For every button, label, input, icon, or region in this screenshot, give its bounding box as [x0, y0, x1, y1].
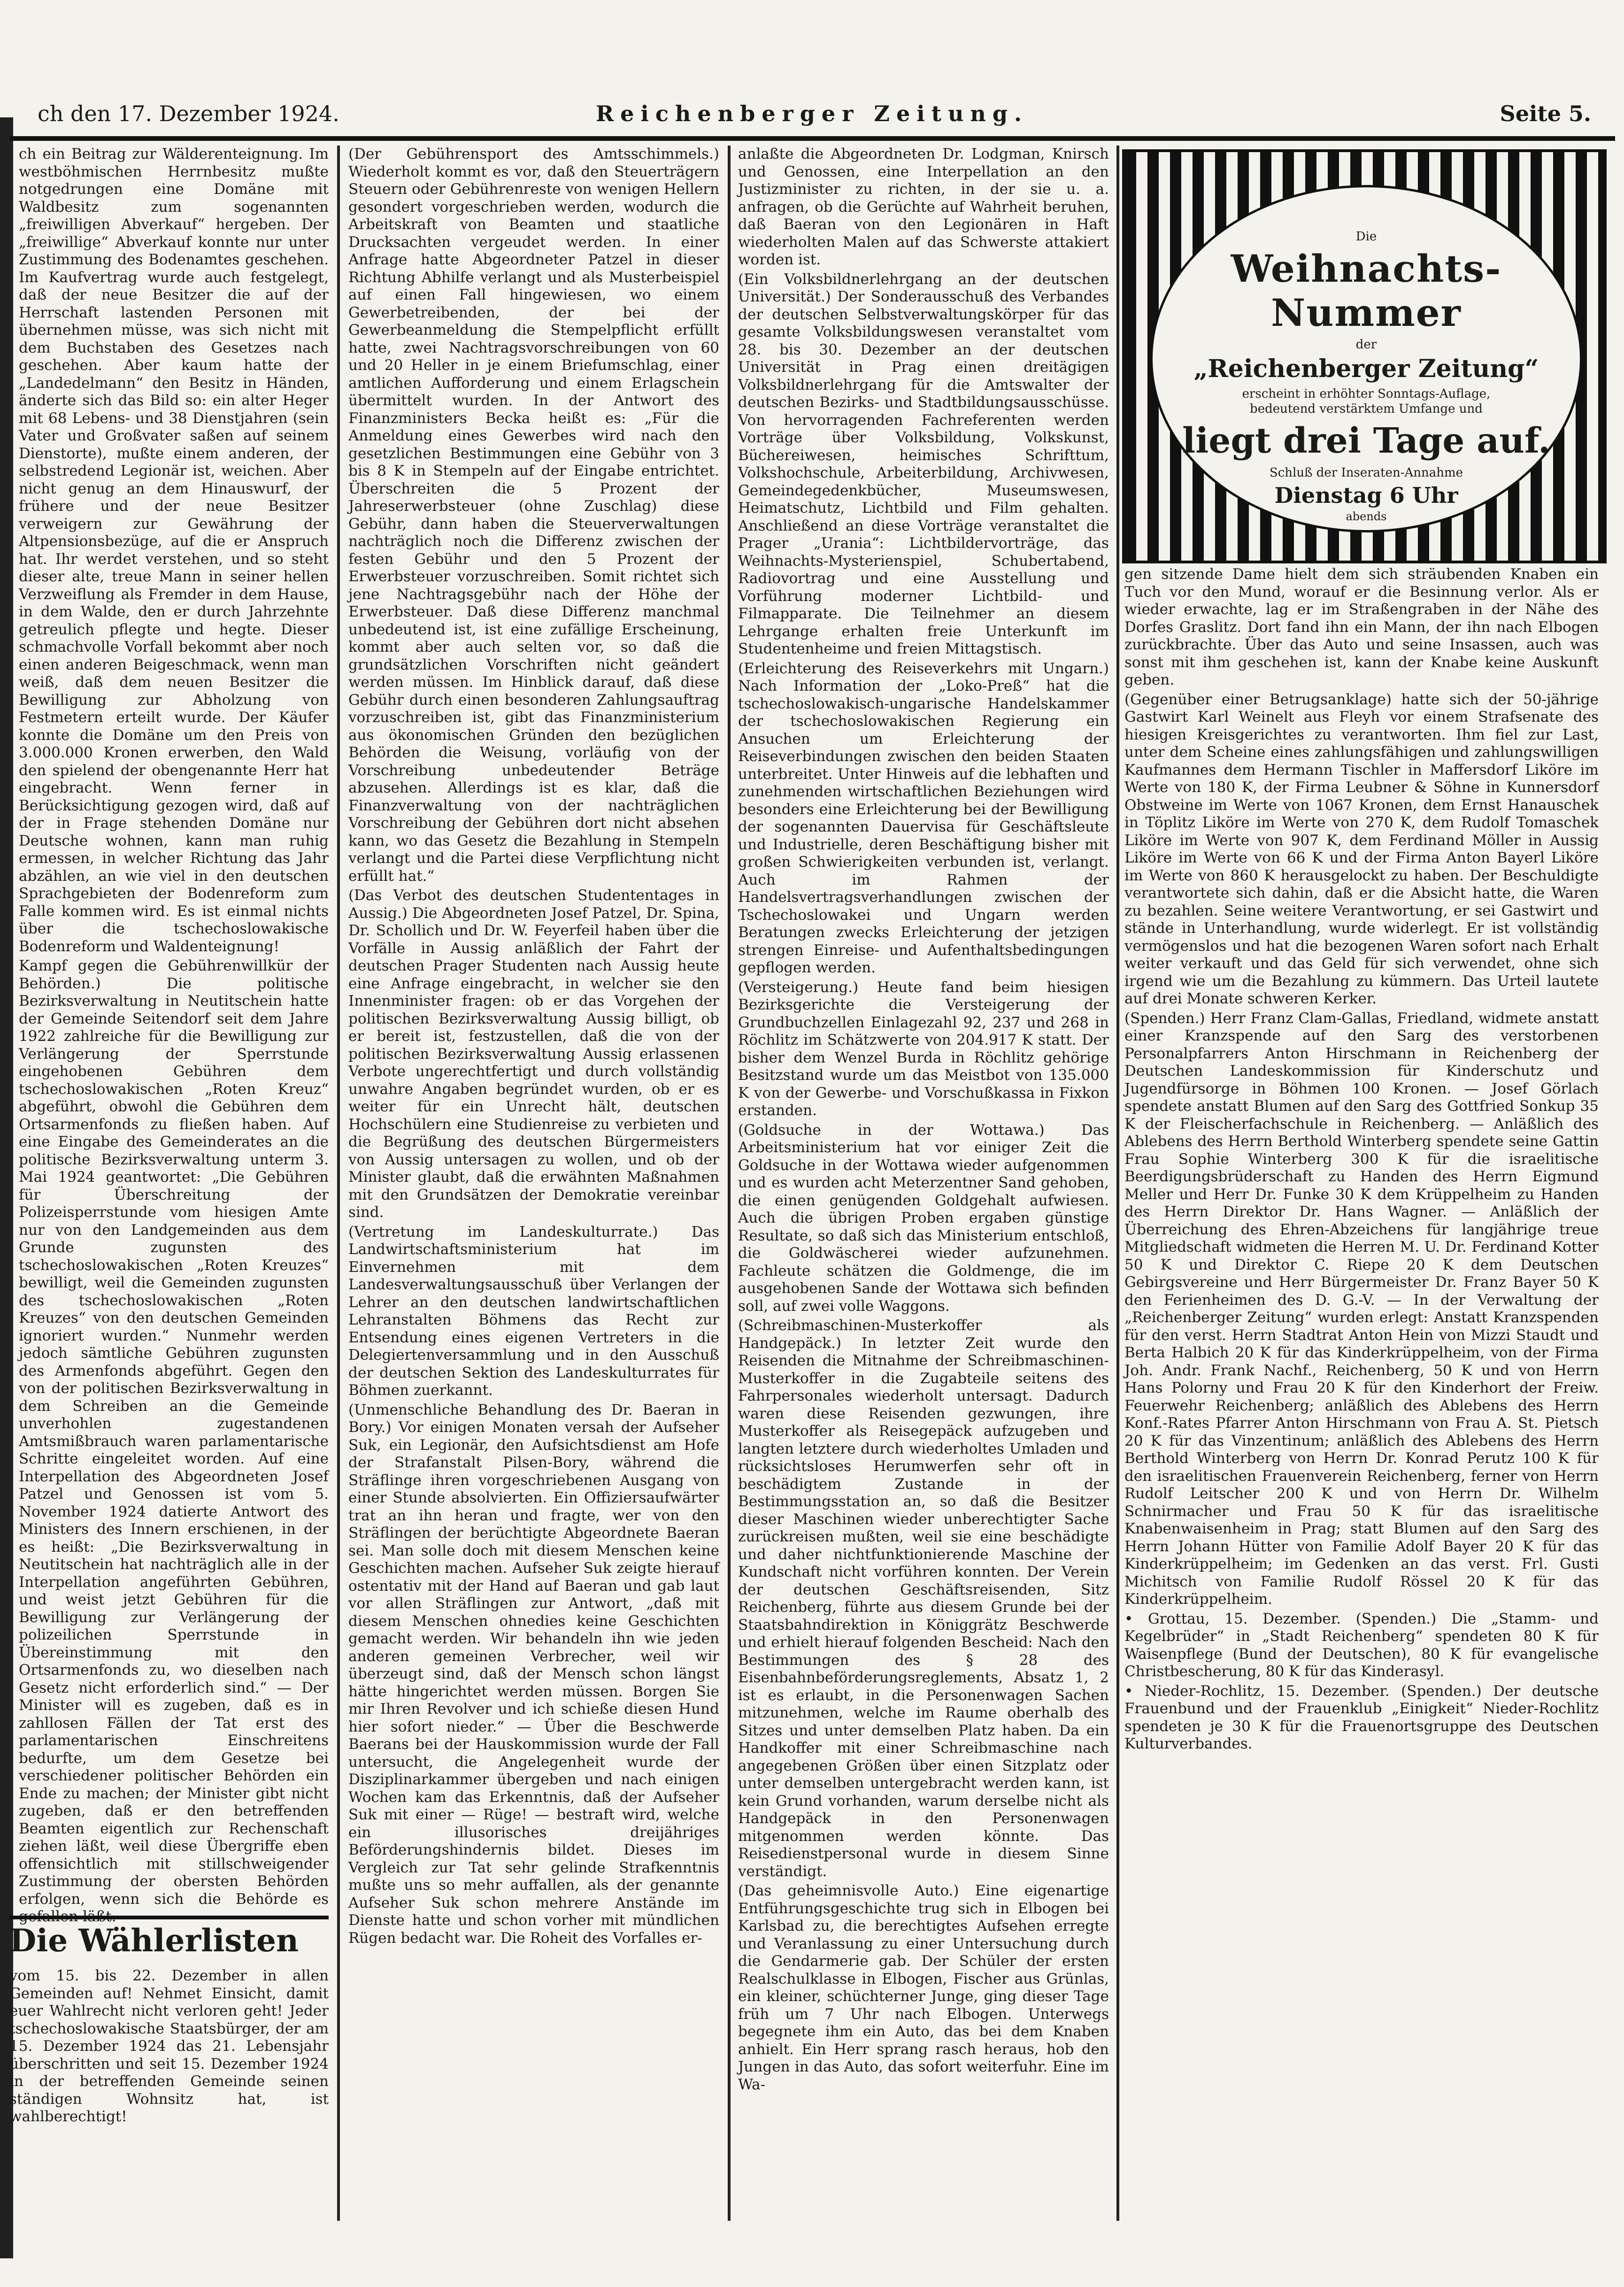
header-page-number: Seite 5.: [1500, 101, 1591, 126]
article-paragraph: gen sitzende Dame hielt dem sich sträubenden Knaben ein Tuch vor den Mund, worauf er die Besinnung verlor. Als er wieder erwachte, lag er im Straßengraben in der Nähe des Dorfes Graslitz. Dort fand ihn ein Mann, der ihn nach Elbogen zurückbrachte. Über das Auto und seine Insassen, auch was sonst mit ihm geschehen ist, kann der Knabe keine Auskunft geben.: [1124, 566, 1599, 688]
advert-paper-name: „Reichenberger Zeitung“: [1193, 354, 1539, 383]
article-paragraph: • Grottau, 15. Dezember. (Spenden.) Die „Stamm- und Kegelbrüder“ in „Stadt Reichenberg“ spendeten 80 K für Waisenpflege (Bund der Deutschen), 80 K für evangelische Christbescherung, 80 K für das Kinderasyl.: [1124, 1610, 1599, 1680]
column-1: [19, 146, 329, 1925]
article-paragraph: (Der Gebührensport des Amtsschimmels.) Wiederholt kommt es vor, daß den Steuerträgern Steuern oder Gebührenreste von wenigen Hellern gesondert vorgeschrieben werden, wodurch die Arbeitskraft von Beamten und staatliche Drucksachten vergeudet werden. In einer Anfrage hatte Abgeordneter Patzel in dieser Richtung Abhilfe verlangt und als Musterbeispiel auf einen Fall hingewiesen, wo einem Gewerbetreibenden, der bei der Gewerbeanmeldung die Stempelpflicht erfüllt hatte, zwei Nachtragsvorschreibungen von 60 und 20 Heller in je einem Briefumschlag, einer amtlichen Aufforderung und einem Erlagschein übermittelt wurden. In der Antwort des Finanzministers Becka heißt es: „Für die Anmeldung eines Gewerbes wird nach den gesetzlichen Bestimmungen eine Gebühr von 3 bis 8 K in Stempeln auf der Eingabe entrichtet. Überschreiten die 5 Prozent der Jahreserwerbsteuer (ohne Zuschlag) diese Gebühr, dann haben die Steuerverwaltungen nachträglich noch die Differenz zwischen der festen Gebühr und den 5 Prozent der Erwerbsteuer vorzuschreiben. Somit richtet sich jene Nachtragsgebühr nach der Höhe der Erwerbsteuer. Daß diese Differenz manchmal unbedeutend ist, ist eine zufällige Erscheinung, kommt aber auch selten vor, so daß die grundsätzlichen Vorschriften nicht geändert werden müssen. Im Hinblick darauf, daß diese Gebühr durch einen besonderen Zahlungsauftrag vorzuschreiben ist, gibt das Finanzministerium aus ökonomischen Gründen den bezüglichen Behörden die Weisung, vorläufig von der Vorschreibung unbedeutender Beträge abzusehen. Allerdings ist es klar, daß die Finanzverwaltung von der nachträglichen Vorschreibung der Gebühren dort nicht absehen kann, wo das Gesetz die Bezahlung in Stempeln verlangt und die Partei diese Verpflichtung nicht erfüllt hat.“: [348, 146, 719, 885]
advert-line: Schluß der Inseraten-Annahme: [1269, 466, 1463, 480]
article-paragraph: (Schreibmaschinen-Musterkoffer als Handgepäck.) In letzter Zeit wurde den Reisenden die Mitnahme der Schreibmaschinen-Musterkoffer in die Zugabteile seitens des Fahrpersonales wiederholt untersagt. Dadurch waren diese Reisenden gezwungen, ihre Musterkoffer als Reisegepäck aufzugeben und langten letztere durch wiederholtes Umladen und rücksichtsloses Herumwerfen sehr oft in beschädigtem Zustande in der Bestimmungsstation an, so daß die Besitzer dieser Maschinen wieder unberechtigter Sache zurückreisen mußten, weil sie eine beschädigte und daher nichtfunktionierende Maschine der Kundschaft nicht vorführen konnten. Der Verein der deutschen Geschäftsreisenden, Sitz Reichenberg, führte aus diesem Grunde bei der Staatsbahndirektion in Königgrätz Beschwerde und erhielt hierauf folgenden Bescheid: Nach den Bestimmungen des § 28 des Eisenbahnbeförderungsreglements, Absatz 1, 2 ist es erlaubt, in die Personenwagen Sachen mitzunehmen, welche im Raume oberhalb des Sitzes und unter demselben Platz haben. Da ein Handkoffer mit einer Schreibmaschine nach angegebenen Größen über einen Sitzplatz oder unter demselben untergebracht werden kann, ist kein Grund vorhanden, warum derselbe nicht als Handgepäck in den Personenwagen mitgenommen werden könnte. Das Reisedienstpersonal wurde in diesem Sinne verständigt.: [738, 1317, 1109, 1880]
article-paragraph: Kampf gegen die Gebührenwillkür der Behörden.) Die politische Bezirksverwaltung in Neutitschein hatte der Gemeinde Seitendorf seit dem Jahre 1922 zahlreiche für die Bewilligung zur Verlängerung der Sperrstunde eingehobenen Gebühren dem tschechoslowakischen „Roten Kreuz“ abgeführt, obwohl die Gebühren dem Ortsarmenfonds zu fließen haben. Auf eine Eingabe des Gemeinderates an die politische Bezirksverwaltung unterm 3. Mai 1924 geantwortet: „Die Gebühren für Überschreitung der Polizeisperrstunde vom hiesigen Amte nur von den Landgemeinden aus dem Grunde zugunsten des tschechoslowakischen „Roten Kreuzes“ bewilligt, weil die Gemeinden zugunsten des tschechoslowakischen „Roten Kreuzes“ von den deutschen Gemeinden ignoriert wurden.“ Nunmehr werden jedoch sämtliche Gebühren zugunsten des Armenfonds abgeführt. Gegen den von der politischen Bezirksverwaltung in dem Schreiben an die Gemeinde unverhohlen zugestandenen Amtsmißbrauch waren parlamentarische Schritte eingeleitet worden. Auf eine Interpellation des Abgeordneten Josef Patzel und Genossen ist vom 5. November 1924 datierte Antwort des Ministers des Innern erschienen, in der es heißt: „Die Bezirksverwaltung in Neutitschein hat nachträglich alle in der Interpellation angeführten Gebühren, und weist jetzt Gebühren für die Bewilligung zur Verlängerung der polizeilichen Sperrstunde in Übereinstimmung mit den Ortsarmenfonds zu, wo dieselben nach Gesetz nicht erforderlich sind.“ — Der Minister will es zugeben, daß es in zahllosen Fällen der Tat erst des parlamentarischen Einschreitens bedurfte, um dem Gesetze bei verschiedener politischer Behörden ein Ende zu machen; der Minister gibt nicht zugeben, daß er den betreffenden Beamten eigentlich zur Rechenschaft ziehen läßt, weil diese Übergriffe eben offensichtlich mit stillschweigender Zustimmung der obersten Behörden erfolgen, wenn sich die Behörde es gefallen läßt.: [19, 957, 329, 1925]
article-paragraph: (Gegenüber einer Betrugsanklage) hatte sich der 50-jährige Gastwirt Karl Weinelt aus Fleyh vor einem Strafsenate des hiesigen Kreisgerichtes zu verantworten. Ihm fiel zur Last, unter dem Scheine eines zahlungsfähigen und zahlungswilligen Kaufmannes dem Hermann Tischler in Maffersdorf Liköre im Werte von 180 K, der Firma Leubner & Söhne in Kunnersdorf Obstweine im Werte von 1067 Kronen, dem Ernst Hanauschek in Töplitz Liköre im Werte von 270 K, dem Rudolf Tomaschek Liköre im Werte von 907 K, dem Ferdinand Möller in Aussig Liköre im Werte von 66 K und der Firma Anton Bayerl Liköre im Werte von 860 K herausgelockt zu haben. Der Beschuldigte verantwortete sich dahin, daß er die Absicht hatte, die Waren zu bezahlen. Seine weitere Verantwortung, er sei Gastwirt und stände in Unterhandlung, wurde widerlegt. Er ist vollständig vermögenslos und hat die bezogenen Waren sofort nach Erhalt weiter verkauft und das Geld für sich verwendet, ohne sich irgend wie um die Bezahlung zu kümmern. Das Urteil lautete auf drei Monate schweren Kerker.: [1124, 691, 1599, 1007]
article-paragraph: (Versteigerung.) Heute fand beim hiesigen Bezirksgerichte die Versteigerung der Grundbuchzellen Einlagezahl 92, 237 und 268 in Röchlitz im Schätzwerte von 204.917 K statt. Der bisher dem Wenzel Burda in Röchlitz gehörige Besitzstand wurde um das Meistbot von 135.000 K von der Gewerbe- und Vorschußkassa in Fixkon erstanden.: [738, 978, 1109, 1119]
article-paragraph: ch ein Beitrag zur Wälderenteignung. Im westböhmischen Herrnbesitz mußte notgedrungen eine Domäne mit Waldbesitz zum sogenannten „freiwilligen Abverkauf“ hergeben. Der „freiwillige“ Abverkauf konnte nur unter Zustimmung des Bodenamtes geschehen. Im Kaufvertrag wurde auch festgelegt, daß der neue Besitzer die auf der Herrschaft lastenden Personen mit übernehmen müsse, was sich nicht mit dem Buchstaben des Gesetzes nach geschehen. Aber kaum hatte der „Landedelmann“ den Besitz in Händen, änderte sich das Bild so: ein alter Heger mit 68 Lebens- und 38 Dienstjahren (sein Vater und Großvater saßen auf seinem Dienstorte), mußte einem anderen, der selbstredend Legionär ist, weichen. Aber nicht genug an dem Hinauswurf, der frühere und der neue Besitzer verweigern zur Gewährung der Altpensionsbezüge, auf die er Anspruch hat. Ihr werdet verstehen, und so steht dieser alte, treue Mann in seiner hellen Verzweiflung als Fremder in dem Hause, in dem Walde, den er durch Jahrzehnte getreulich pflegte und hegte. Dieser schmachvolle Vorfall bekommt aber noch einen anderen Beigeschmack, wenn man weiß, daß dem neuen Besitzer die Bewilligung zur Abholzung von Festmetern erteilt wurde. Der Käufer konnte die Domäne um den Preis von 3.000.000 Kronen erwerben, den Wald den spielend der obengenannte Herr hat eingebracht. Wenn ferner in Berücksichtigung gezogen wird, daß auf der in Frage stehenden Domäne nur Deutsche wohnen, kann man ruhig ermessen, in welcher Richtung das Jahr abzählen, an wie viel in den deutschen Sprachgebieten der Bodenreform zum Falle kommen wird. Es ist einmal nichts über die tschechoslowakische Bodenreform und Waldenteignung!: [19, 146, 329, 955]
advert-line: bedeutend verstärktem Umfange und: [1250, 402, 1483, 416]
column-2: [348, 146, 719, 2230]
advert-deadline: Dienstag 6 Uhr: [1274, 483, 1458, 508]
article-paragraph: (Das geheimnisvolle Auto.) Eine eigenartige Entführungsgeschichte trug sich in Elbogen bei Karlsbad zu, die berechtigtes Aufsehen erregte und Veranlassung zu einer Untersuchung durch die Gendarmerie gab. Der Schüler der ersten Realschulklasse in Elbogen, Fischer aus Grünlas, ein kleiner, schüchterner Junge, ging dieser Tage früh um 7 Uhr nach Elbogen. Unterwegs begegnete ihm ein Auto, das bei dem Knaben anhielt. Ein Herr sprang rasch heraus, hob den Jungen in das Auto, das sofort weiterfuhr. Eine im Wa-: [738, 1882, 1109, 2093]
advert-line: der: [1355, 338, 1377, 352]
advert-headline: Weihnachts-Nummer: [1231, 246, 1502, 335]
article-paragraph: (Unmenschliche Behandlung des Dr. Baeran in Bory.) Vor einigen Monaten versah der Aufseher Suk, ein Legionär, den Aufsichtsdienst am Hofe der Strafanstalt Pilsen-Bory, während die Sträflinge ihren vorgeschriebenen Ausgang von einer Stunde absolvierten. Ein Offiziersaufwärter trat an ihn heran und fragte, wer von den Sträflingen der berüchtigte Abgeordnete Baeran sei. Man solle doch mit diesem Menschen keine Geschichten machen. Aufseher Suk zeigte hierauf ostentativ mit der Hand auf Baeran und gab laut vor allen Sträflingen zur Antwort, „daß mit diesem Menschen ohnedies keine Geschichten gemacht werden. Wir behandeln ihn wie jeden anderen gemeinen Verbrecher, weil wir überzeugt sind, daß der Mensch schon längst hätte hingerichtet werden müssen. Borgen Sie mir Ihren Revolver und ich schieße diesen Hund hier sofort nieder.“ — Über die Beschwerde Baerans bei der Hauskommission wurde der Fall untersucht, die Angelegenheit wurde der Disziplinarkammer übergeben und nach einigen Wochen kam das Erkenntnis, daß der Aufseher Suk mit einer — Rüge! — bestraft wird, welche ein illusorisches dreijähriges Beförderungshindernis bildet. Dieses im Vergleich zur Tat sehr gelinde Strafkenntnis mußte uns so mehr auffallen, als der genannte Aufseher Suk schon mehrere Anstände im Dienste hatte und schon vorher mit mündlichen Rügen bedacht war. Die Roheit des Vorfalles er-: [348, 1401, 719, 1947]
column-4: [1124, 566, 1599, 2230]
header-date: ch den 17. Dezember 1924.: [38, 101, 339, 126]
christmas-issue-advert: [1122, 149, 1607, 563]
article-paragraph: (Spenden.) Herr Franz Clam-Gallas, Friedland, widmete anstatt einer Kranzspende auf den Sarg des verstorbenen Personalpfarrers Anton Hirschmann in Reichenberg der Deutschen Landeskommission für Kinderschutz und Jugendfürsorge in Böhmen 100 Kronen. — Josef Görlach spendete anstatt Blumen auf den Sarg des Gottfried Sonkup 35 K der Fleischerfachschule in Reichenberg. — Anläßlich des Ablebens des Herrn Berthold Winterberg spendete seine Gattin Frau Sophie Winterberg 300 K für die israelitische Beerdigungsbrüderschaft zu Handen des Herrn Eigmund Meller und Herr Dr. Funke 30 K dem Krüppelheim zu Handen des Herrn Direktor Dr. Hans Wagner. — Anläßlich der Überreichung des Ehren-Abzeichens für langjährige treue Mitgliedschaft widmeten die Herren M. U. Dr. Ferdinand Kotter 50 K und Direktor C. Riepe 20 K dem Deutschen Gebirgsvereine und Herr Bürgermeister Dr. Franz Bayer 50 K den Ferienheimen des D. G.-V. — In der Verwaltung der „Reichenberger Zeitung“ wurden erlegt: Anstatt Kranzspenden für den verst. Herrn Stadtrat Anton Hein von Mizzi Staudt und Berta Halbich 20 K für das Kinderkrüppelheim, von der Firma Joh. Andr. Frank Nachf., Reichenberg, 50 K und von Herrn Hans Polorny und Frau 20 K für den Kinderhort der Freiw. Feuerwehr Reichenberg; anläßlich des Ablebens des Herrn Konf.-Rates Pfarrer Anton Hirschmann von Frau A. St. Pietsch 20 K für das Vinzentinum; anläßlich des Ablebens des Herrn Berthold Winterberg von Herrn Dr. Konrad Perutz 100 K für den israelitischen Frauenverein Reichenberg, ferner von Herrn Rudolf Leitscher 200 K und von Herrn Dr. Wilhelm Schnirmacher und Frau 50 K für das israelitische Knabenwaisenheim in Prag; statt Blumen auf den Sarg des Herrn Johann Hütter von Familie Adolf Bayer 20 K für das Kinderkrüppelheim; im Gedenken an das verst. Frl. Gusti Michitsch von Familie Rudolf Rössel 20 K für das Kinderkrüppelheim.: [1124, 1009, 1599, 1608]
article-paragraph: (Goldsuche in der Wottawa.) Das Arbeitsministerium hat vor einiger Zeit die Goldsuche in der Wottawa wieder aufgenommen und es wurden acht Meterzentner Sand gehoben, die einen genügenden Goldgehalt aufwiesen. Auch die übrigen Proben ergaben günstige Resultate, so daß sich das Ministerium entschloß, die Goldwäscherei wieder aufzunehmen. Fachleute schätzen die Goldmenge, die im ausgehobenen Sande der Wottawa sich befinden soll, auf zwei volle Waggons.: [738, 1121, 1109, 1315]
article-paragraph: anlaßte die Abgeordneten Dr. Lodgman, Knirsch und Genossen, eine Interpellation an den Justizminister zu richten, in der sie u. a. anfragen, ob die Gerüchte auf Wahrheit beruhen, daß Baeran von den Legionären in Haft wiederholten Malen auf das Schwerste attakiert worden ist.: [738, 146, 1109, 268]
article-paragraph: (Ein Volksbildnerlehrgang an der deutschen Universität.) Der Sonderausschuß des Verbandes der deutschen Selbstverwaltungskörper für das gesamte Volksbildungswesen veranstaltet vom 28. bis 30. Dezember an der deutschen Universität in Prag einen dreitägigen Volksbildnerlehrgang für die Amtswalter der deutschen Bezirks- und Stadtbildungsausschüsse. Von hervorragenden Fachreferenten werden Vorträge über Volksbildung, Volkskunst, Büchereiwesen, heimisches Schrifttum, Volkshochschule, Arbeiterbildung, Archivwesen, Gemeindegedenkbücher, Museumswesen, Heimatschutz, Lichtbild und Film gehalten. Anschließend an diese Vorträge veranstaltet die Prager „Urania“: Lichtbildervorträge, das Weihnachts-Mysterienspiel, Schubertabend, Radiovortrag und eine Ausstellung und Vorführung moderner Lichtbild- und Filmapparate. Die Teilnehmer an diesem Lehrgange erhalten freie Unterkunft im Studentenheime und freien Mittagstisch.: [738, 270, 1109, 657]
column-rule-1: [337, 146, 340, 2221]
advert-line: abends: [1346, 510, 1387, 523]
header-paper-title: Reichenberger Zeitung.: [595, 101, 1029, 126]
advert-line: Die: [1355, 230, 1377, 244]
column-rule-2: [728, 146, 731, 2221]
advert-line: erscheint in erhöhter Sonntags-Auflage,: [1242, 387, 1491, 401]
article-paragraph: (Das Verbot des deutschen Studententages in Aussig.) Die Abgeordneten Josef Patzel, Dr. Spina, Dr. Schollich und Dr. W. Feyerfeil haben über die Vorfälle in Aussig anläßlich der Fahrt der deutschen Prager Studenten nach Aussig heute eine Anfrage eingebracht, in welcher sie den Innenminister fragen: ob er das Vorgehen der politischen Bezirksverwaltung Aussig billigt, ob er bereit ist, festzustellen, daß die von der politischen Bezirksverwaltung Aussig erlassenen Verbote ungerechtfertigt und durch vollständig unwahre Angaben begründet wurden, ob er es weiter für ein Unrecht hält, deutschen Hochschülern eine Studienreise zu verbieten und die Begrüßung des deutschen Bürgermeisters von Aussig untersagen zu wollen, und ob der Minister glaubt, daß die erwähnten Maßnahmen mit den Grundsätzen der Demokratie vereinbar sind.: [348, 887, 719, 1221]
column-3: [738, 146, 1109, 2230]
wahl-heading: Die Wählerlisten: [9, 1916, 329, 1959]
advert-tagline: liegt drei Tage auf.: [1182, 421, 1550, 461]
article-paragraph: • Nieder-Rochlitz, 15. Dezember. (Spenden.) Der deutsche Frauenbund und der Frauenklub „Einigkeit“ Nieder-Rochlitz spendeten je 30 K für die Frauenortsgruppe des Deutschen Kulturverbandes.: [1124, 1682, 1599, 1752]
advert-circle: [1150, 185, 1582, 532]
article-paragraph: (Erleichterung des Reiseverkehrs mit Ungarn.) Nach Information der „Loko-Preß“ hat die tschechoslowakisch-ungarische Handelskammer der tschechoslowakischen Regierung ein Ansuchen um Erleichterung der Reiseverbindungen zwischen den beiden Staaten unterbreitet. Unter Hinweis auf die lebhaften und zunehmenden wirtschaftlichen Beziehungen wird besonders eine Erleichterung bei der Bewilligung der sogenannten Dauervisa für Geschäftsleute und Industrielle, deren Beschäftigung bisher mit großen Schwierigkeiten verbunden ist, verlangt. Auch im Rahmen der Handelsvertragsverhandlungen zwischen der Tschechoslowakei und Ungarn werden Beratungen zwecks Erleichterung der jetzigen strengen Einreise- und Aufenthaltsbedingungen gepflogen werden.: [738, 660, 1109, 976]
column-rule-3: [1116, 146, 1119, 2221]
article-paragraph: (Vertretung im Landeskulturrate.) Das Landwirtschaftsministerium hat im Einvernehmen mit dem Landesverwaltungsausschuß über Verlangen der Lehrer an den deutschen landwirtschaftlichen Lehranstalten Böhmens das Recht zur Entsendung eines eigenen Vertreters in die Delegiertenversammlung und in den Ausschuß der deutschen Sektion des Landeskulturrates für Böhmen zuerkannt.: [348, 1223, 719, 1399]
header-rule: [9, 136, 1615, 141]
wahl-text: vom 15. bis 22. Dezember in allen Gemeinden auf! Nehmet Einsicht, damit euer Wahlrecht nicht verloren geht! Jeder tschechoslowakische Staatsbürger, der am 15. Dezember 1924 das 21. Lebensjahr überschritten und seit 15. Dezember 1924 in der betreffenden Gemeinde seinen ständigen Wohnsitz hat, ist wahlberechtigt!: [9, 1967, 329, 2125]
